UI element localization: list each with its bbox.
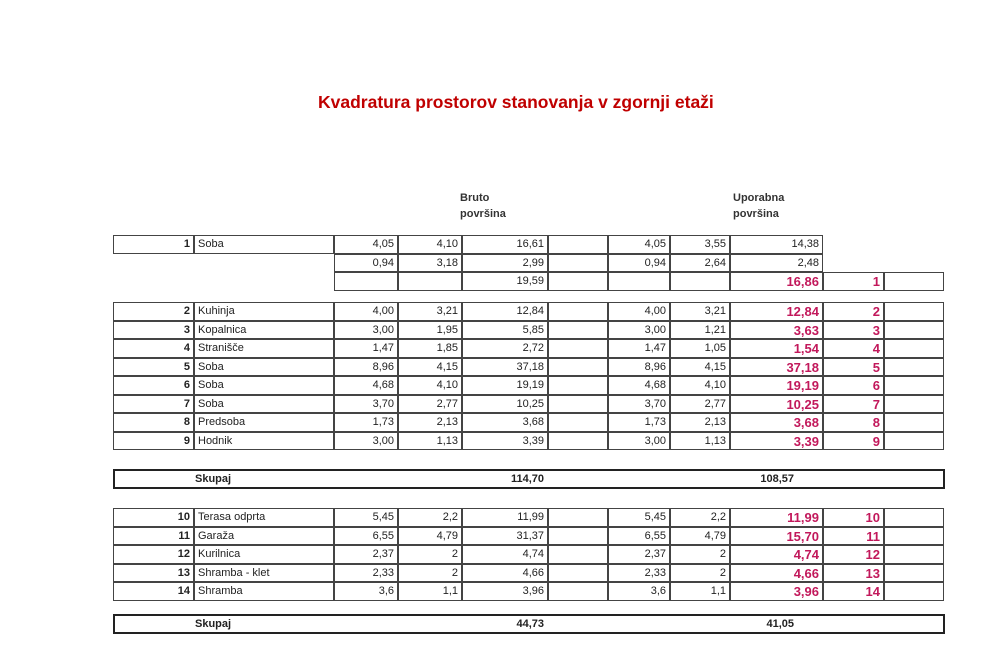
dim-b: 4,15	[398, 358, 462, 377]
spacer-cell	[548, 235, 608, 254]
spacer-cell	[548, 339, 608, 358]
dim-c: 5,45	[608, 508, 670, 527]
dim-c: 1,47	[608, 339, 670, 358]
dim-d: 4,15	[670, 358, 730, 377]
uporabna-area: 4,74	[730, 545, 823, 564]
ref-index: 8	[823, 413, 884, 432]
dim-b: 3,18	[398, 254, 462, 273]
room-name: Garaža	[194, 527, 334, 546]
ref-index: 4	[823, 339, 884, 358]
dim-a: 3,00	[334, 321, 398, 340]
room-name: Shramba - klet	[194, 564, 334, 583]
dim-d: 1,13	[670, 432, 730, 451]
ref-index: 10	[823, 508, 884, 527]
dim-c: 3,70	[608, 395, 670, 414]
uporabna-header-line1: Uporabna	[733, 192, 785, 204]
empty-cell	[884, 545, 944, 564]
dim-bruto: 2,99	[462, 254, 548, 273]
ref-index: 1	[823, 272, 884, 291]
dim-c: 3,00	[608, 432, 670, 451]
total-1-label: Skupaj	[195, 473, 232, 485]
dim-b: 1,95	[398, 321, 462, 340]
row-index: 11	[113, 527, 194, 546]
uporabna-area: 3,96	[730, 582, 823, 601]
dim-d: 2,64	[670, 254, 730, 273]
dim-c: 3,00	[608, 321, 670, 340]
row-index: 8	[113, 413, 194, 432]
spacer-cell	[548, 302, 608, 321]
bruto-area: 4,74	[462, 545, 548, 564]
dim-b: 2,77	[398, 395, 462, 414]
spacer-cell	[548, 358, 608, 377]
room-name: Hodnik	[194, 432, 334, 451]
dim-a: 4,68	[334, 376, 398, 395]
ref-index: 6	[823, 376, 884, 395]
dim-c: 4,00	[608, 302, 670, 321]
spacer-cell	[548, 508, 608, 527]
bruto-area: 4,66	[462, 564, 548, 583]
spacer-cell	[548, 376, 608, 395]
sum-bruto: 19,59	[462, 272, 548, 291]
dim-a: 5,45	[334, 508, 398, 527]
dim-b: 4,10	[398, 376, 462, 395]
dim-d: 4,79	[670, 527, 730, 546]
dim-b: 2	[398, 564, 462, 583]
dim-a: 6,55	[334, 527, 398, 546]
dim-c: 1,73	[608, 413, 670, 432]
dim-d: 1,05	[670, 339, 730, 358]
uporabna-area: 19,19	[730, 376, 823, 395]
spacer-cell	[548, 527, 608, 546]
empty-cell	[884, 272, 944, 291]
ref-index: 2	[823, 302, 884, 321]
room-name: Kopalnica	[194, 321, 334, 340]
dim-a: 1,73	[334, 413, 398, 432]
dim-b: 2	[398, 545, 462, 564]
ref-index: 14	[823, 582, 884, 601]
spacer-cell	[548, 564, 608, 583]
ref-index: 9	[823, 432, 884, 451]
empty-cell	[334, 272, 398, 291]
dim-d: 1,1	[670, 582, 730, 601]
bruto-area: 12,84	[462, 302, 548, 321]
dim-d: 2	[670, 545, 730, 564]
uporabna-area: 3,39	[730, 432, 823, 451]
bruto-header-line2: površina	[460, 208, 506, 220]
dim-b: 1,1	[398, 582, 462, 601]
uporabna-area: 3,63	[730, 321, 823, 340]
dim-bruto: 16,61	[462, 235, 548, 254]
uporabna-area: 37,18	[730, 358, 823, 377]
row-index: 13	[113, 564, 194, 583]
dim-a: 3,00	[334, 432, 398, 451]
empty-cell	[398, 272, 462, 291]
ref-index: 11	[823, 527, 884, 546]
dim-a: 8,96	[334, 358, 398, 377]
row-index: 14	[113, 582, 194, 601]
bruto-area: 37,18	[462, 358, 548, 377]
dim-a: 1,47	[334, 339, 398, 358]
bruto-area: 31,37	[462, 527, 548, 546]
total-2-bruto: 44,73	[516, 618, 544, 630]
room-name: Terasa odprta	[194, 508, 334, 527]
row-index: 10	[113, 508, 194, 527]
ref-index: 7	[823, 395, 884, 414]
row-index: 2	[113, 302, 194, 321]
dim-c: 0,94	[608, 254, 670, 273]
row-index: 4	[113, 339, 194, 358]
dim-c: 3,6	[608, 582, 670, 601]
empty-cell	[884, 302, 944, 321]
dim-a: 2,37	[334, 545, 398, 564]
dim-a: 3,6	[334, 582, 398, 601]
empty-cell	[884, 376, 944, 395]
spacer-cell	[548, 432, 608, 451]
spacer-cell	[548, 272, 608, 291]
room-name: Soba	[194, 376, 334, 395]
row-index: 1	[113, 235, 194, 254]
row-index: 12	[113, 545, 194, 564]
room-name: Soba	[194, 358, 334, 377]
row-index: 6	[113, 376, 194, 395]
uporabna-area: 10,25	[730, 395, 823, 414]
bruto-area: 2,72	[462, 339, 548, 358]
dim-b: 1,13	[398, 432, 462, 451]
total-1-uporabna: 108,57	[760, 473, 794, 485]
spacer-cell	[548, 545, 608, 564]
dim-a: 4,00	[334, 302, 398, 321]
room-name: Kurilnica	[194, 545, 334, 564]
empty-cell	[884, 508, 944, 527]
uporabna-header	[733, 190, 784, 222]
bruto-area: 5,85	[462, 321, 548, 340]
dim-a: 2,33	[334, 564, 398, 583]
dim-c: 4,68	[608, 376, 670, 395]
ref-index: 5	[823, 358, 884, 377]
room-name: Predsoba	[194, 413, 334, 432]
uporabna-area: 3,68	[730, 413, 823, 432]
bruto-area: 3,96	[462, 582, 548, 601]
dim-d: 1,21	[670, 321, 730, 340]
empty-cell	[884, 582, 944, 601]
dim-c: 4,05	[608, 235, 670, 254]
uporabna-area: 1,54	[730, 339, 823, 358]
ref-index: 3	[823, 321, 884, 340]
spacer-cell	[548, 582, 608, 601]
dim-b: 4,79	[398, 527, 462, 546]
page-title: Kvadratura prostorov stanovanja v zgornji etaži	[318, 92, 714, 112]
row-index: 9	[113, 432, 194, 451]
empty-cell	[884, 395, 944, 414]
spacer-cell	[548, 321, 608, 340]
ref-index: 13	[823, 564, 884, 583]
bruto-area: 3,68	[462, 413, 548, 432]
room-name: Stranišče	[194, 339, 334, 358]
spacer-cell	[548, 413, 608, 432]
dim-b: 3,21	[398, 302, 462, 321]
empty-cell	[884, 413, 944, 432]
dim-upo: 14,38	[730, 235, 823, 254]
dim-b: 1,85	[398, 339, 462, 358]
row-index: 3	[113, 321, 194, 340]
room-name: Kuhinja	[194, 302, 334, 321]
dim-a: 0,94	[334, 254, 398, 273]
room-name: Shramba	[194, 582, 334, 601]
total-2-label: Skupaj	[195, 618, 232, 630]
uporabna-area: 15,70	[730, 527, 823, 546]
dim-d: 2,77	[670, 395, 730, 414]
room-name: Soba	[194, 235, 334, 254]
empty-cell	[884, 527, 944, 546]
spacer-cell	[548, 254, 608, 273]
row-index: 7	[113, 395, 194, 414]
bruto-area: 3,39	[462, 432, 548, 451]
uporabna-area: 12,84	[730, 302, 823, 321]
empty-cell	[884, 358, 944, 377]
row-index: 5	[113, 358, 194, 377]
dim-c: 6,55	[608, 527, 670, 546]
dim-d: 3,55	[670, 235, 730, 254]
bruto-area: 10,25	[462, 395, 548, 414]
dim-c: 2,33	[608, 564, 670, 583]
dim-d: 2,2	[670, 508, 730, 527]
dim-d: 4,10	[670, 376, 730, 395]
bruto-area: 19,19	[462, 376, 548, 395]
uporabna-header-line2: površina	[733, 208, 779, 220]
dim-c: 8,96	[608, 358, 670, 377]
empty-cell	[884, 339, 944, 358]
dim-c: 2,37	[608, 545, 670, 564]
spacer-cell	[548, 395, 608, 414]
dim-a: 3,70	[334, 395, 398, 414]
bruto-area: 11,99	[462, 508, 548, 527]
room-name: Soba	[194, 395, 334, 414]
empty-cell	[670, 272, 730, 291]
empty-cell	[884, 321, 944, 340]
bruto-header-line1: Bruto	[460, 192, 490, 204]
uporabna-area: 4,66	[730, 564, 823, 583]
dim-b: 2,13	[398, 413, 462, 432]
bruto-header	[460, 190, 506, 222]
empty-cell	[884, 432, 944, 451]
dim-d: 2,13	[670, 413, 730, 432]
sum-uporabna: 16,86	[730, 272, 823, 291]
dim-upo: 2,48	[730, 254, 823, 273]
dim-b: 2,2	[398, 508, 462, 527]
dim-a: 4,05	[334, 235, 398, 254]
empty-cell	[884, 564, 944, 583]
dim-d: 3,21	[670, 302, 730, 321]
uporabna-area: 11,99	[730, 508, 823, 527]
ref-index: 12	[823, 545, 884, 564]
total-1-bruto: 114,70	[510, 473, 544, 485]
dim-b: 4,10	[398, 235, 462, 254]
empty-cell	[608, 272, 670, 291]
dim-d: 2	[670, 564, 730, 583]
total-2-uporabna: 41,05	[766, 618, 794, 630]
